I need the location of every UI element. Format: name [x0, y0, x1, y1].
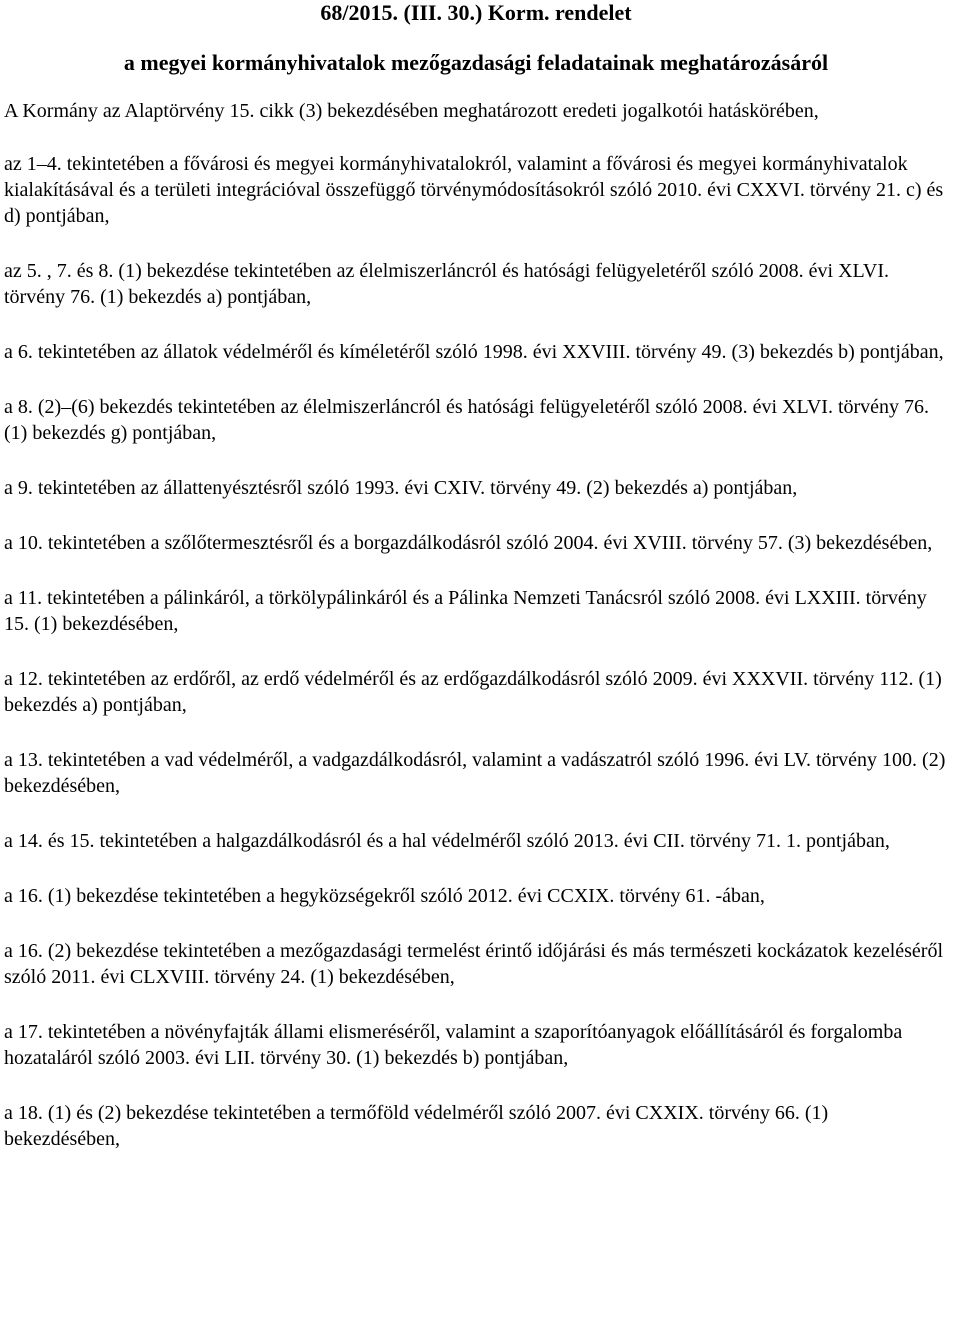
legal-basis-paragraph: az 1–4. tekintetében a fővárosi és megyei kormányhivatalokról, valamint a fővárosi és megyei kormányhivatalok kialakításával és a területi integrációval összefüggő törvénymódosításokról szóló 2010. évi CXXVI. törvény 21. c) és d) pontjában,	[4, 153, 944, 227]
document-subtitle: a megyei kormányhivatalok mezőgazdasági feladatainak meghatározásáról	[123, 50, 829, 75]
legal-basis-paragraph: a 13. tekintetében a vad védelméről, a vadgazdálkodásról, valamint a vadászatról szóló 1996. évi LV. törvény 100. (2) bekezdésében,	[4, 749, 946, 797]
legal-basis-paragraph: a 6. tekintetében az állatok védelméről és kíméletéről szóló 1998. évi XXVIII. törvény 49. (3) bekezdés b) pontjában,	[4, 341, 944, 363]
intro-paragraph: A Kormány az Alaptörvény 15. cikk (3) bekezdésében meghatározott eredeti jogalkotói hatáskörében,	[4, 100, 819, 122]
legal-basis-paragraph: a 18. (1) és (2) bekezdése tekintetében a termőföld védelméről szóló 2007. évi CXXIX. törvény 66. (1) bekezdésében,	[4, 1102, 829, 1150]
legal-basis-paragraph: az 5. , 7. és 8. (1) bekezdése tekintetében az élelmiszerláncról és hatósági felügyeletéről szóló 2008. évi XLVI. törvény 76. (1) bekezdés a) pontjában,	[4, 260, 890, 308]
legal-basis-paragraph: a 9. tekintetében az állattenyésztésről szóló 1993. évi CXIV. törvény 49. (2) bekezdés a) pontjában,	[4, 477, 798, 499]
legal-basis-paragraph: a 17. tekintetében a növényfajták állami elismeréséről, valamint a szaporítóanyagok előállításáról és forgalomba hozataláról szóló 2003. évi LII. törvény 30. (1) bekezdés b) pontjában,	[4, 1021, 903, 1069]
document-title: 68/2015. (III. 30.) Korm. rendelet	[320, 0, 632, 25]
document-page	[4, 0, 948, 1152]
legal-basis-paragraph: a 8. (2)–(6) bekezdés tekintetében az élelmiszerláncról és hatósági felügyeletéről szóló 2008. évi XLVI. törvény 76. (1) bekezdés g) pontjában,	[4, 396, 930, 444]
legal-basis-paragraph: a 11. tekintetében a pálinkáról, a törkölypálinkáról és a Pálinka Nemzeti Tanácsról szóló 2008. évi LXXIII. törvény 15. (1) bekezdésében,	[4, 587, 927, 635]
legal-basis-paragraph: a 12. tekintetében az erdőről, az erdő védelméről és az erdőgazdálkodásról szóló 2009. évi XXXVII. törvény 112. (1) bekezdés a) pontjában,	[4, 668, 942, 716]
legal-basis-paragraph: a 16. (2) bekezdése tekintetében a mezőgazdasági termelést érintő időjárási és más természeti kockázatok kezeléséről szóló 2011. évi CLXVIII. törvény 24. (1) bekezdésében,	[4, 940, 944, 988]
legal-basis-paragraph: a 14. és 15. tekintetében a halgazdálkodásról és a hal védelméről szóló 2013. évi CII. törvény 71. 1. pontjában,	[4, 830, 890, 852]
legal-basis-paragraph: a 10. tekintetében a szőlőtermesztésről és a borgazdálkodásról szóló 2004. évi XVIII. törvény 57. (3) bekezdésében,	[4, 532, 933, 554]
legal-basis-paragraph: a 16. (1) bekezdése tekintetében a hegyközségekről szóló 2012. évi CCXIX. törvény 61. -ában,	[4, 885, 765, 907]
